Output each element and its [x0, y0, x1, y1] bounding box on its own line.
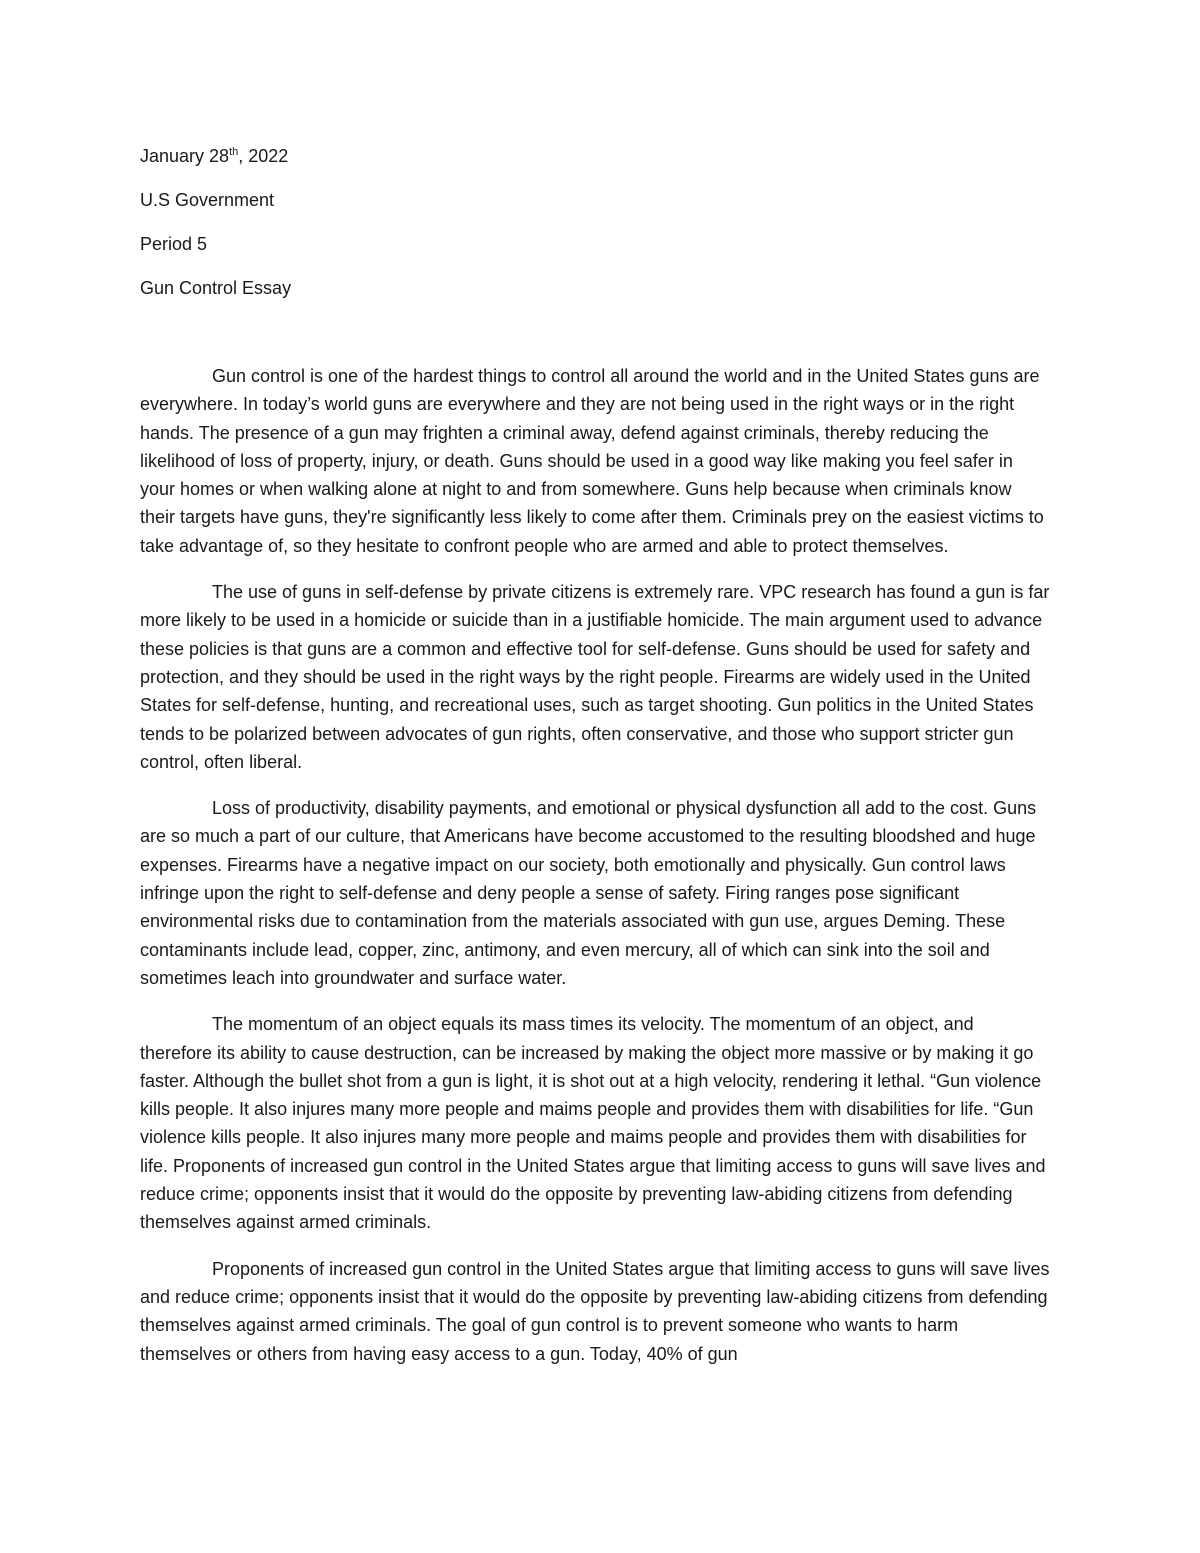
paragraph-3: Loss of productivity, disability payments, and emotional or physical dysfunction all add to the cost. Guns are so much a part of our culture, that Americans have become accustomed to the resulting bloodshed and huge expenses. Firearms have a negative impact on our society, both emotionally and physically. Gun control laws infringe upon the right to self-defense and deny people a sense of safety. Firing ranges pose significant environmental risks due to contamination from the materials associated with gun use, argues Deming. These contaminants include lead, copper, zinc, antimony, and even mercury, all of which can sink into the soil and sometimes leach into groundwater and surface water.	[140, 798, 1037, 988]
paragraph-5: Proponents of increased gun control in the United States argue that limiting access to guns will save lives and reduce crime; opponents insist that it would do the opposite by preventing law-abiding citizens from defending themselves against armed criminals. The goal of gun control is to prevent someone who wants to harm themselves or others from having easy access to a gun. Today, 40% of gun	[140, 1258, 1050, 1364]
period-line: Period 5	[140, 234, 208, 254]
date-line	[140, 142, 1060, 170]
essay-body	[140, 362, 1050, 1386]
paragraph-1: Gun control is one of the hardest things to control all around the world and in the United States guns are everywhere. In today’s world guns are everywhere and they are not being used in the right ways or in the right hands. The presence of a gun may frighten a criminal away, defend against criminals, thereby reducing the likelihood of loss of property, injury, or death. Guns should be used in a good way like making you feel safer in your homes or when walking alone at night to and from somewhere. Guns help because when criminals know their targets have guns, they're significantly less likely to come after them. Criminals prey on the easiest victims to take advantage of, so they hesitate to confront people who are armed and able to protect themselves.	[140, 366, 1044, 556]
course-line: U.S Government	[140, 190, 275, 210]
paragraph-4: The momentum of an object equals its mass times its velocity. The momentum of an object, and therefore its ability to cause destruction, can be increased by making the object more massive or by making it go faster. Although the bullet shot from a gun is light, it is shot out at a high velocity, rendering it lethal. “Gun violence kills people. It also injures many more people and maims people and provides them with disabilities for life. “Gun violence kills people. It also injures many more people and maims people and provides them with disabilities for life. Proponents of increased gun control in the United States argue that limiting access to guns will save lives and reduce crime; opponents insist that it would do the opposite by preventing law-abiding citizens from defending themselves against armed criminals.	[140, 1014, 1046, 1233]
paragraph-2: The use of guns in self-defense by private citizens is extremely rare. VPC research has found a gun is far more likely to be used in a homicide or suicide than in a justifiable homicide. The main argument used to advance these policies is that guns are a common and effective tool for self-defense. Guns should be used for safety and protection, and they should be used in the right ways by the right people. Firearms are widely used in the United States for self-defense, hunting, and recreational uses, such as target shooting. Gun politics in the United States tends to be polarized between advocates of gun rights, often conservative, and those who support stricter gun control, often liberal.	[140, 582, 1050, 772]
date-ordinal-suffix: th	[229, 146, 239, 158]
essay-title: Gun Control Essay	[140, 278, 292, 298]
date-text: January 28	[140, 146, 230, 166]
document-header	[140, 142, 1060, 318]
date-year: , 2022	[238, 146, 289, 166]
